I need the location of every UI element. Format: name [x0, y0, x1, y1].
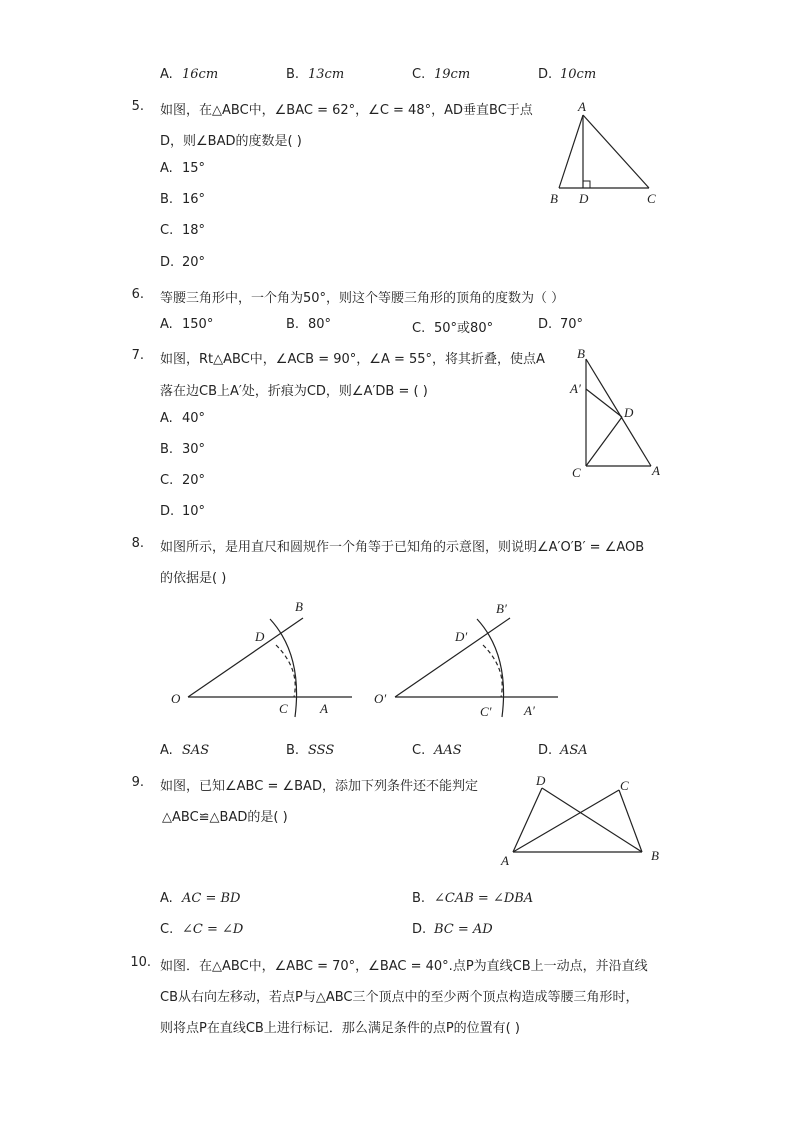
q8-option-b[interactable]: B. SSS — [286, 743, 335, 758]
q10-stem-line1: 如图．在△ABC中，∠ABC = 70°，∠BAC = 40°.点P为直线CB上一动点，并沿直线 — [160, 959, 648, 974]
q8-option-a[interactable]: A. SAS — [160, 743, 210, 758]
q8-figure-original — [165, 595, 365, 725]
q8-fig2-label-b: B′ — [496, 601, 507, 616]
q5-label-b: B — [550, 191, 558, 206]
q8-figure-construction — [370, 595, 570, 725]
q8-fig1-label-a: A — [320, 701, 328, 716]
q8-number: 8. — [131, 536, 144, 551]
q8-stem-line1: 如图所示，是用直尺和圆规作一个角等于已知角的示意图，则说明∠A′O′B′ = ∠AOB — [160, 540, 645, 555]
q7-option-c[interactable]: C. 20° — [160, 473, 206, 488]
q8-fig2-label-d: D′ — [455, 629, 468, 644]
q7-label-a-prime: A′ — [570, 381, 581, 396]
q6-option-b[interactable]: B. 80° — [286, 317, 332, 332]
q9-stem-line1: 如图，已知∠ABC = ∠BAD，添加下列条件还不能判定 — [160, 779, 478, 794]
q6-option-c[interactable]: C. 50°或80° — [412, 321, 494, 336]
q10-stem-line3: 则将点P在直线CB上进行标记．那么满足条件的点P的位置有( ) — [160, 1021, 520, 1036]
q5-option-b[interactable]: B. 16° — [160, 192, 206, 207]
q7-figure — [560, 345, 670, 485]
q7-option-d[interactable]: D. 10° — [160, 504, 206, 519]
q4-option-d[interactable]: D. 10cm — [538, 67, 597, 82]
q7-number: 7. — [131, 348, 144, 363]
q5-option-d[interactable]: D. 20° — [160, 255, 206, 270]
q8-fig2-label-o: O′ — [374, 691, 387, 706]
q9-label-a: A — [501, 853, 509, 868]
q8-stem-line2: 的依据是( ) — [160, 571, 227, 586]
q6-option-d[interactable]: D. 70° — [538, 317, 584, 332]
q8-fig1-label-d: D — [255, 629, 265, 644]
q9-option-b[interactable]: B. ∠CAB = ∠DBA — [412, 891, 534, 906]
q9-option-a[interactable]: A. AC = BD — [160, 891, 241, 906]
q5-label-c: C — [647, 191, 656, 206]
q4-option-a[interactable]: A. 16cm — [160, 67, 219, 82]
q8-fig1-label-c: C — [279, 701, 288, 716]
q8-option-c[interactable]: C. AAS — [412, 743, 462, 758]
q10-stem-line2: CB从右向左移动，若点P与△ABC三个顶点中的至少两个顶点构造成等腰三角形时， — [160, 990, 639, 1005]
q8-fig1-label-o: O — [171, 691, 181, 706]
q9-option-c[interactable]: C. ∠C = ∠D — [160, 922, 244, 937]
q7-label-c: C — [572, 465, 581, 480]
q8-fig1-label-b: B — [295, 599, 303, 614]
q9-option-d[interactable]: D. BC = AD — [412, 922, 493, 937]
q7-label-a: A — [652, 463, 660, 478]
q7-label-d: D — [624, 405, 634, 420]
q7-stem-line2: 落在边CB上A′处，折痕为CD，则∠A′DB = ( ) — [160, 384, 428, 399]
q7-stem-line1: 如图，Rt△ABC中，∠ACB = 90°，∠A = 55°，将其折叠，使点A — [160, 352, 545, 367]
q5-stem-line1: 如图，在△ABC中，∠BAC = 62°，∠C = 48°，AD垂直BC于点 — [160, 103, 533, 118]
q5-figure — [540, 95, 670, 210]
q8-option-d[interactable]: D. ASA — [538, 743, 588, 758]
q4-option-c[interactable]: C. 19cm — [412, 67, 471, 82]
q5-number: 5. — [131, 99, 144, 114]
q7-label-b: B — [577, 346, 585, 361]
q4-option-b[interactable]: B. 13cm — [286, 67, 345, 82]
q8-fig2-label-c: C′ — [480, 704, 492, 719]
q5-label-d: D — [579, 191, 589, 206]
q5-stem-line2: D，则∠BAD的度数是( ) — [160, 134, 302, 149]
q5-label-a: A — [578, 99, 586, 114]
q7-option-b[interactable]: B. 30° — [160, 442, 206, 457]
q8-fig2-label-a: A′ — [524, 703, 535, 718]
q9-label-b: B — [651, 848, 659, 863]
q9-stem-line2: △ABC≌△BAD的是( ) — [162, 810, 288, 825]
q6-stem-line1: 等腰三角形中，一个角为50°，则这个等腰三角形的顶角的度数为（ ） — [160, 291, 565, 306]
q9-label-c: C — [620, 778, 629, 793]
q9-label-d: D — [536, 773, 546, 788]
q9-figure — [495, 770, 670, 870]
q7-option-a[interactable]: A. 40° — [160, 411, 206, 426]
q5-option-a[interactable]: A. 15° — [160, 161, 206, 176]
q6-option-a[interactable]: A. 150° — [160, 317, 214, 332]
q10-number: 10. — [130, 955, 151, 970]
q9-number: 9. — [131, 775, 144, 790]
q6-number: 6. — [131, 287, 144, 302]
q5-option-c[interactable]: C. 18° — [160, 223, 206, 238]
